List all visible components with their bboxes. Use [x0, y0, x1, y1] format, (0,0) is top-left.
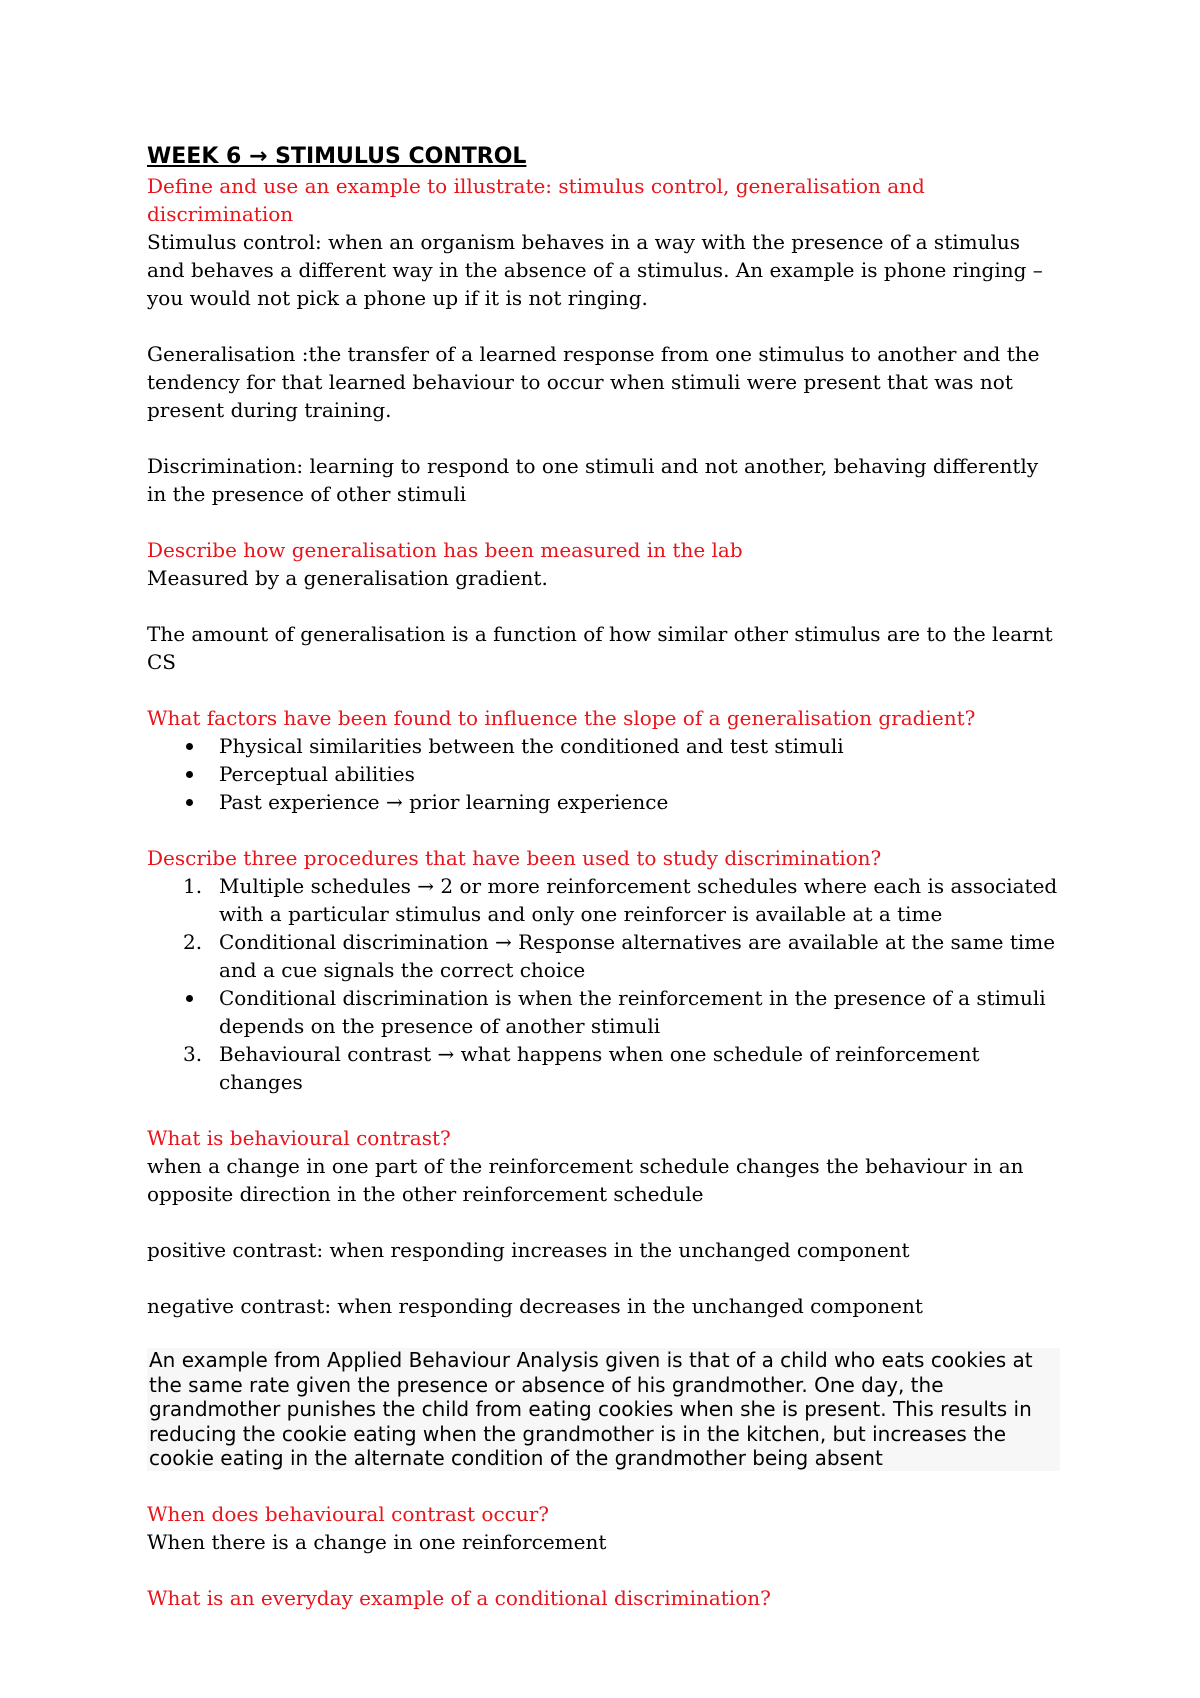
bullet-icon — [186, 995, 193, 1002]
question-heading: Describe how generalisation has been measured in the lab — [147, 538, 743, 562]
list-item: Perceptual abilities — [147, 760, 1060, 788]
question-heading: Describe three procedures that have been used to study discrimination? — [147, 846, 882, 870]
list-item: Past experience → prior learning experience — [147, 788, 1060, 816]
list-number: 3. — [183, 1042, 203, 1066]
list-item: 1. Multiple schedules → 2 or more reinforcement schedules where each is associated with a particular stimulus and only one reinforcer is available at a time — [183, 874, 1058, 926]
paragraph: When there is a change in one reinforcement — [147, 1530, 607, 1554]
bullet-icon — [186, 799, 193, 806]
question-heading: When does behavioural contrast occur? — [147, 1502, 550, 1526]
paragraph: Generalisation :the transfer of a learned response from one stimulus to another and the tendency for that learned behaviour to occur when stimuli were present that was not present during training. — [147, 342, 1040, 422]
list-item: 3. Behavioural contrast → what happens when one schedule of reinforcement changes — [183, 1042, 980, 1094]
paragraph: positive contrast: when responding increases in the unchanged component — [147, 1238, 910, 1262]
bullet-icon — [186, 743, 193, 750]
paragraph: Measured by a generalisation gradient. — [147, 566, 548, 590]
list-number: 2. — [183, 930, 203, 954]
question-heading: What factors have been found to influence the slope of a generalisation gradient? — [147, 706, 976, 730]
question-heading: What is an everyday example of a conditional discrimination? — [147, 1586, 771, 1610]
paragraph: Stimulus control: when an organism behaves in a way with the presence of a stimulus and behaves a different way in the absence of a stimulus. An example is phone ringing – you would not pick a phone up if it is not ringing. — [147, 230, 1043, 310]
bullet-list — [147, 732, 1060, 816]
paragraph: negative contrast: when responding decreases in the unchanged component — [147, 1294, 923, 1318]
paragraph: Discrimination: learning to respond to one stimuli and not another, behaving differently in the presence of other stimuli — [147, 454, 1039, 506]
question-heading: Define and use an example to illustrate: stimulus control, generalisation and discrimination — [147, 174, 925, 226]
paragraph: when a change in one part of the reinforcement schedule changes the behaviour in an opposite direction in the other reinforcement schedule — [147, 1154, 1024, 1206]
numbered-list — [147, 872, 1060, 1096]
page-title: WEEK 6 → STIMULUS CONTROL — [147, 144, 527, 169]
list-number: 1. — [183, 874, 203, 898]
paragraph: The amount of generalisation is a function of how similar other stimulus are to the learnt CS — [147, 622, 1053, 674]
question-heading: What is behavioural contrast? — [147, 1126, 451, 1150]
example-paragraph: An example from Applied Behaviour Analysis given is that of a child who eats cookies at the same rate given the presence or absence of his grandmother. One day, the grandmother punishes the child from eating cookies when she is present. This results in reducing the cookie eating when the grandmother is in the kitchen, but increases the cookie eating in the alternate condition of the grandmother being absent — [147, 1348, 1060, 1471]
list-item: Conditional discrimination is when the reinforcement in the presence of a stimuli depends on the presence of another stimuli — [147, 984, 1060, 1040]
list-item: 2. Conditional discrimination → Response alternatives are available at the same time and a cue signals the correct choice — [183, 930, 1056, 982]
bullet-icon — [186, 771, 193, 778]
list-item: Physical similarities between the conditioned and test stimuli — [147, 732, 1060, 760]
